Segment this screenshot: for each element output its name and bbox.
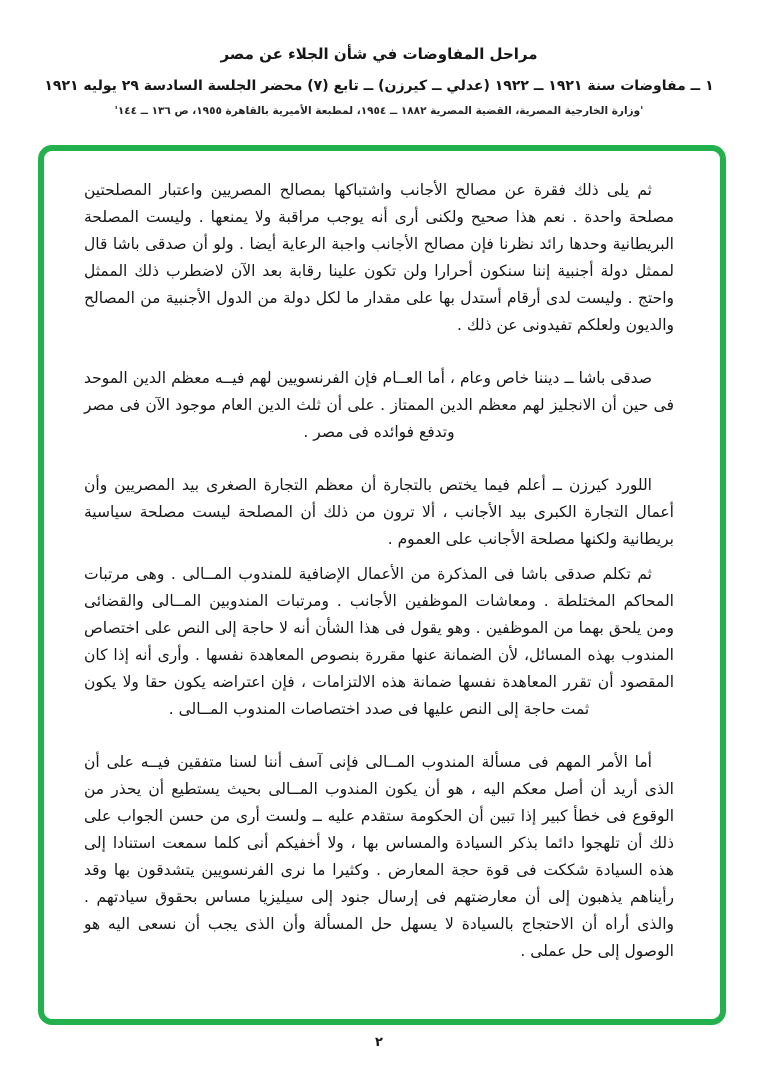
page-footer xyxy=(0,1035,758,1050)
body-text-block xyxy=(44,151,720,965)
page-number: ٢ xyxy=(375,1035,383,1050)
document-title: مراحل المفاوضات في شأن الجلاء عن مصر xyxy=(220,45,538,63)
document-subtitle: ١ ــ مفاوضات سنة ١٩٢١ ــ ١٩٢٢ (عدلي ــ كيرزن) ــ تابع (٧) محضر الجلسة السادسة ٢٩ يوليه ١٩٢١ xyxy=(44,78,714,94)
paragraph-2-sidky-pasha: صدقى باشا ــ ديننا خاص وعام ، أما العــام فإن الفرنسويين لهم فيــه معظم الدين الموحد فى حين أن الانجليز لهم معظم الدين الممتاز . على أن ثلث الدين العام موجود الآن فى مصر وتدفع فوائده فى مصر . xyxy=(84,369,674,441)
paragraph-4: ثم تكلم صدقى باشا فى المذكرة من الأعمال الإضافية للمندوب المــالى . وهى مرتبات المحاكم المختلطة . ومعاشات الموظفين الأجانب . ومرتبات المندوبين المــالى والقضائى ومن يلحق بهما من الموظفين . وهو يقول فى هذا الشأن أنه لا حاجة إلى النص على اختصاص المندوب بهذه المسائل، لأن الضمانة عنها مقررة بنصوص المعاهدة نفسها . وأرى أنه إذا كان المقصود أن تقرر المعاهدة نفسها ضمانة هذه الالتزامات ، فإن اعتراضه يكون حقا ولا يكون ثمت حاجة إلى النص عليها فى صدد اختصاصات المندوب المــالى . xyxy=(84,565,674,718)
document-source-citation: 'وزارة الخارجية المصرية، القضية المصرية ١٨٨٢ ــ ١٩٥٤، لمطبعة الأميرية بالقاهرة ١٩٥٥، ص ١٣٦ ــ ١٤٤' xyxy=(114,105,644,117)
paragraph-1: ثم يلى ذلك فقرة عن مصالح الأجانب واشتباكها بمصالح المصريين واعتبار المصلحتين مصلحة واحدة . نعم هذا صحيح ولكنى أرى أنه يوجب مراقبة ولا يمنعها . وليست المصلحة البريطانية وحدها رائد نظرنا فإن مصالح الأجانب واجبة الرعاية أيضا . ولو أن صدقى باشا قال لممثل دولة أجنبية إننا سنكون أحرارا ولن تكون علينا رقابة بعد الآن لاضطرب ذلك الممثل واحتج . وليست لدى أرقام أستدل بها على مقدار ما لكل دولة من الدول الأجنبية من المصالح والديون ولعلكم تفيدونى عن ذلك . xyxy=(84,181,674,334)
paragraph-5: أما الأمر المهم فى مسألة المندوب المــالى فإنى آسف أننا لسنا متفقين فيــه على أن الذى أريد أن أصل معكم اليه ، هو أن يكون المندوب المــالى بحيث يستطيع أن يحذر من الوقوع فى خطأ كبير إذا تبين أن الحكومة ستقدم عليه ــ ولست أرى من حسن الجواب على ذلك أن تلهجوا دائما بذكر السيادة والمساس بها ، ولا أخفيكم أنى كلما سمعت استنادا إلى هذه السيادة شككت فى قوة حجة المعارض . وكثيرا ما نرى الفرنسويين يتشدقون بها وقد رأيناهم يذهبون إلى أن معارضتهم فى إرسال جنود إلى سيليزيا مساس بحقوق سيادتهم . والذى أراه أن الاحتجاج بالسيادة لا يسهل حل المسألة وأن الذى يجب أن نسعى اليه هو الوصول إلى حل عملى . xyxy=(84,753,674,960)
paragraph-3-lord-curzon: اللورد كيرزن ــ أعلم فيما يختص بالتجارة أن معظم التجارة الصغرى بيد المصريين وأن أعمال التجارة الكبرى بيد الأجانب ، ألا ترون من ذلك أن المصلحة ليست مصلحة سياسية بريطانية ولكنها مصلحة الأجانب على العموم . xyxy=(84,476,674,548)
green-highlight-frame xyxy=(38,145,726,1025)
document-header xyxy=(0,44,758,119)
